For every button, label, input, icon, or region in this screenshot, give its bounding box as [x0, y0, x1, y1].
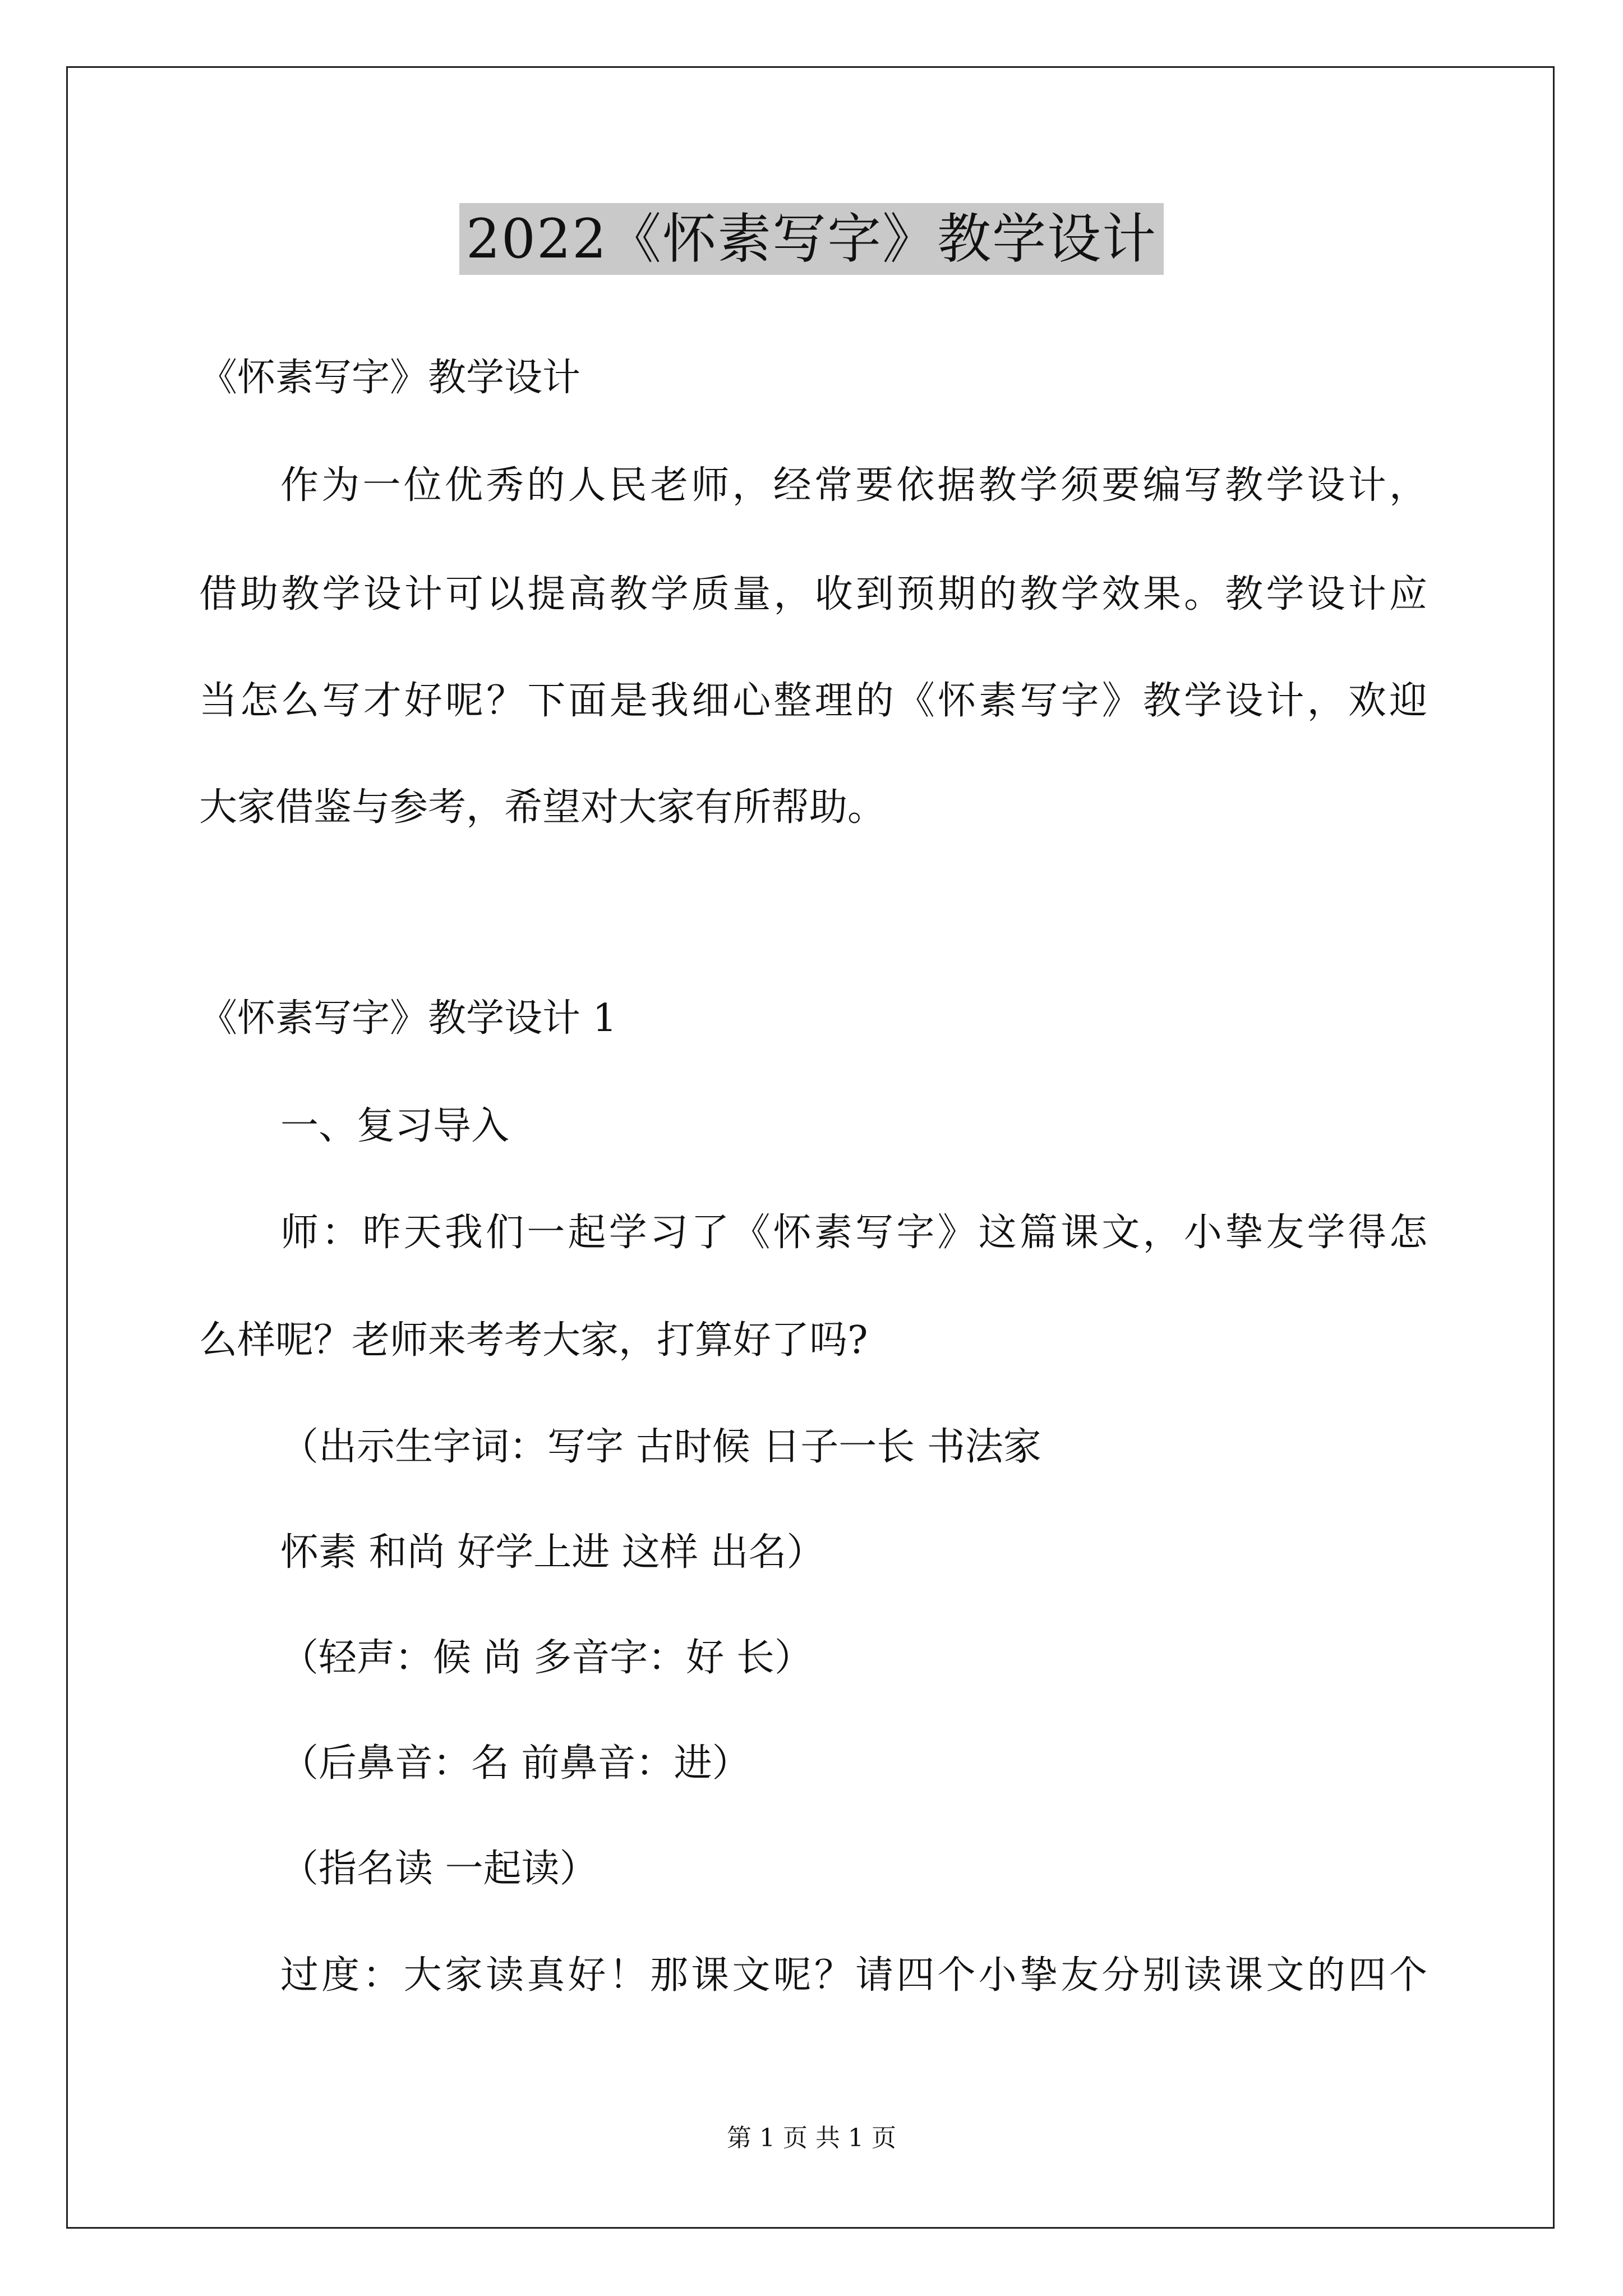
section-line-7: （后鼻音：名 前鼻音：进）: [280, 1741, 750, 1786]
section-line-9: 过度：大家读真好！那课文呢？请四个小挚友分别读课文的四个: [280, 1953, 1427, 1998]
intro-paragraph-line-4: 大家借鉴与参考，希望对大家有所帮助。: [199, 785, 886, 830]
section-line-5: 怀素 和尚 好学上进 这样 出名）: [280, 1530, 825, 1575]
intro-paragraph-line-1: 作为一位优秀的人民老师，经常要依据教学须要编写教学设计，: [280, 463, 1427, 508]
section-line-4: （出示生字词：写字 古时候 日子一长 书法家: [280, 1425, 1041, 1469]
section-line-2: 师：昨天我们一起学习了《怀素写字》这篇课文，小挚友学得怎: [280, 1211, 1427, 1255]
intro-paragraph-line-2: 借助教学设计可以提高教学质量，收到预期的教学效果。教学设计应: [199, 572, 1427, 616]
intro-heading: 《怀素写字》教学设计: [199, 356, 581, 400]
section-heading: 《怀素写字》教学设计 1: [199, 996, 617, 1041]
section-line-8: （指名读 一起读）: [280, 1847, 598, 1891]
section-line-3: 么样呢？老师来考考大家，打算好了吗?: [199, 1318, 868, 1363]
section-line-6: （轻声：候 尚 多音字：好 长）: [280, 1636, 813, 1680]
intro-paragraph-line-3: 当怎么写才好呢？下面是我细心整理的《怀素写字》教学设计，欢迎: [199, 679, 1427, 723]
section-line-1: 一、复习导入: [280, 1104, 510, 1148]
title-container: [0, 203, 1623, 275]
page-footer: 第 1 页 共 1 页: [727, 2124, 896, 2152]
document-title: 2022《怀素写字》教学设计: [459, 203, 1164, 275]
